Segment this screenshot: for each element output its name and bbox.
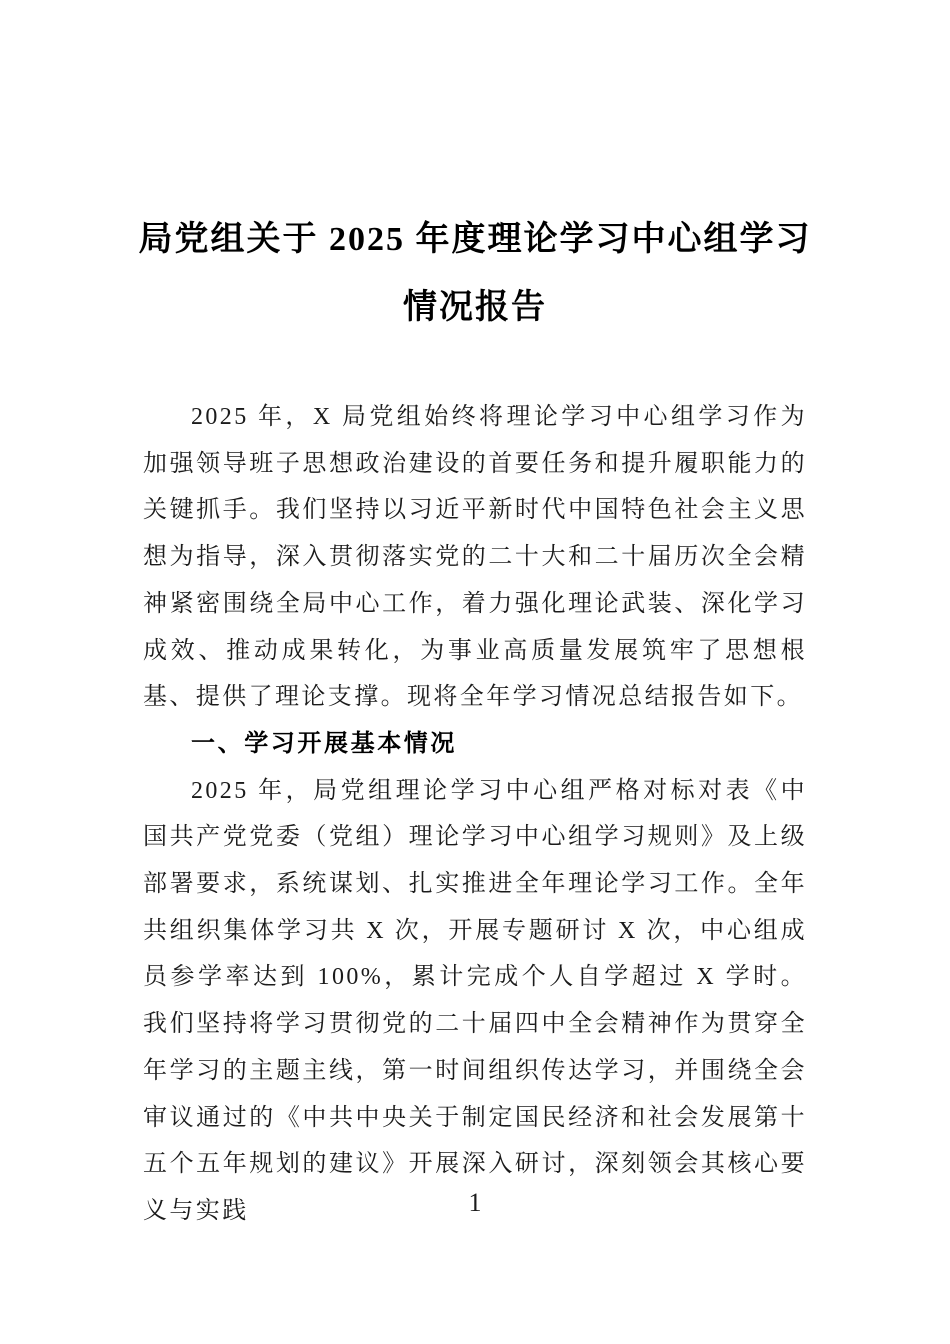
- page-number: 1: [468, 1188, 482, 1217]
- document-body: [143, 394, 807, 1235]
- document-title-line-1: 局党组关于 2025 年度理论学习中心组学习: [138, 220, 812, 258]
- paragraph-section-1: 2025 年，局党组理论学习中心组严格对标对表《中国共产党党委（党组）理论学习中心组学习规则》及上级部署要求，系统谋划、扎实推进全年理论学习工作。全年共组织集体学习共 X 次，开展专题研讨 X 次，中心组成员参学率达到 100%，累计完成个人自学超过 X 学时。我们坚持将学习贯彻党的二十届四中全会精神作为贯穿全年学习的主题主线，第一时间组织传达学习，并围绕全会审议通过的《中共中央关于制定国民经济和社会发展第十五个五年规划的建议》开展深入研讨，深刻领会其核心要义与实践: [143, 777, 807, 1224]
- section-heading-1: 一、学习开展基本情况: [191, 729, 457, 757]
- document-title: [70, 206, 880, 342]
- document-title-line-2: 情况报告: [403, 288, 547, 326]
- paragraph-intro: 2025 年，X 局党组始终将理论学习中心组学习作为加强领导班子思想政治建设的首要任务和提升履职能力的关键抓手。我们坚持以习近平新时代中国特色社会主义思想为指导，深入贯彻落实党的二十大和二十届历次全会精神紧密围绕全局中心工作，着力强化理论武装、深化学习成效、推动成果转化，为事业高质量发展筑牢了思想根基、提供了理论支撑。现将全年学习情况总结报告如下。: [143, 404, 807, 711]
- page-footer: [0, 1180, 950, 1227]
